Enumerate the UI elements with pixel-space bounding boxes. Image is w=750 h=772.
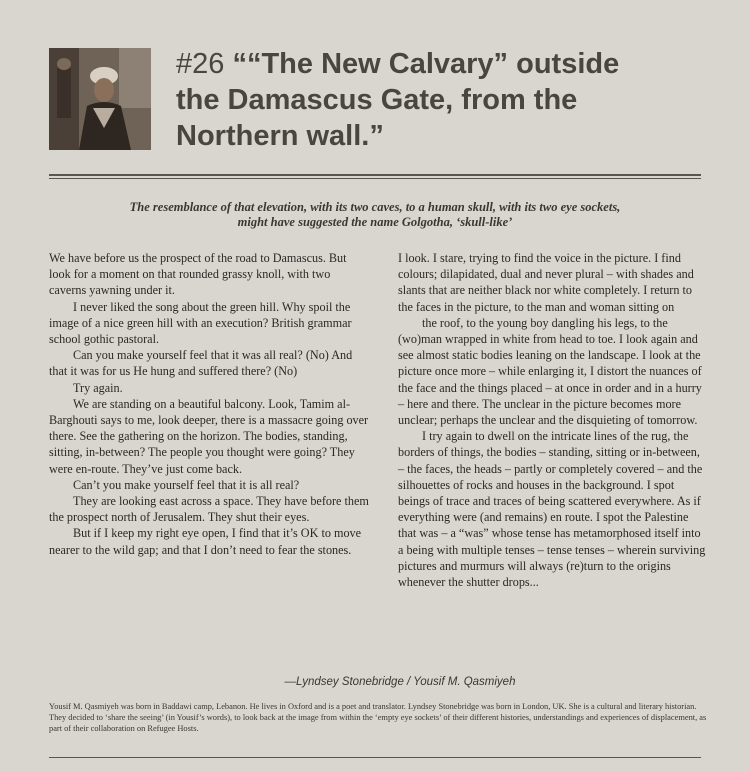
paragraph: Try again. <box>73 380 123 395</box>
archival-photo <box>49 48 151 150</box>
title-line-3: Northern wall.” <box>176 120 384 152</box>
paragraph: I never liked the song about the green hill. Why spoil the image of a nice green hill with an execution? British grammar school gothic pastoral. <box>49 299 352 347</box>
paragraph: Can’t you make yourself feel that it is all real? <box>73 477 300 492</box>
left-column <box>49 250 369 558</box>
paragraph: We are standing on a beautiful balcony. Look, Tamim al-Barghouti says to me, look deeper, there is a massacre going over there. See the gathering on the horizon. The bodies, standing, sitting, in-between? The people you thought were going? They were en-route. They’ve just come back. <box>49 396 369 476</box>
right-column <box>398 250 708 590</box>
paragraph: I look. I stare, trying to find the voice in the picture. I find colours; dilapidated, dual and never plural – with shades and slants that are neither black nor white completely. I return to the faces in the picture, to the man and woman sitting on <box>398 251 694 314</box>
paragraph: We have before us the prospect of the road to Damascus. But look for a moment on that rounded grassy knoll, with two caverns yawning under it. <box>49 251 347 298</box>
portrait-photo-image <box>49 48 151 150</box>
paragraph: I try again to dwell on the intricate lines of the rug, the borders of things, the bodies – standing, sitting or in-between, – the faces, the heads – partly or completely covered – and the silhouettes of rocks and houses in the background. I spot beings of trace and traces of being scattered everywhere. As if everything were (and remains) en route. I spot the Palestine that was – a “was” whose tense has metamorphosed itself into a being with multiple tenses – tense tenses – wherein surviving pictures and murmurs will always (re)turn to the origins whenever the shutter drops... <box>398 429 706 590</box>
title-line-2: the Damascus Gate, from the <box>176 84 578 116</box>
paragraph: the roof, to the young boy dangling his legs, to the (wo)man wrapped in white from head to toe. I look again and see almost static bodies leaning on the landscape. I look at the picture once more – while enlarging it, I distort the nuances of the face and the things placed – at once in order and in a hurry – here and there. The unclear in the picture becomes more unclear; perhaps the unclear and the disquieting of tomorrow. <box>398 315 702 428</box>
bottom-divider <box>49 757 701 758</box>
paragraph: But if I keep my right eye open, I find that it’s OK to move nearer to the wild gap; and that I don’t need to fear the stones. <box>49 526 362 557</box>
title-line-1: ““The New Calvary” outside <box>232 48 620 80</box>
page-title <box>176 46 716 154</box>
subtitle-line-1: The resemblance of that elevation, with its two caves, to a human skull, with its two eye sockets, <box>129 200 621 214</box>
top-divider <box>49 174 701 179</box>
author-bio: Yousif M. Qasmiyeh was born in Baddawi camp, Lebanon. He lives in Oxford and is a poet and translator. Lyndsey Stonebridge was born in London, UK. She is a cultural and literary historian. They decided to ‘share the seeing’ (in Yousif’s words), to look back at the image from within the ‘empty eye sockets’ of their different histories, understandings and experiences of displacement, as part of their collaboration on Refugee Hosts. <box>49 702 707 733</box>
entry-number: #26 <box>176 48 225 80</box>
paragraph: They are looking east across a space. They have before them the prospect north of Jerusalem. They shut their eyes. <box>49 494 369 525</box>
subtitle-line-2: might have suggested the name Golgotha, ‘skull-like’ <box>237 215 513 229</box>
author-signature: —Lyndsey Stonebridge / Yousif M. Qasmiyeh <box>284 676 516 688</box>
subtitle <box>49 200 701 230</box>
paragraph: Can you make yourself feel that it was all real? (No) And that it was for us He hung and suffered there? (No) <box>49 348 353 379</box>
